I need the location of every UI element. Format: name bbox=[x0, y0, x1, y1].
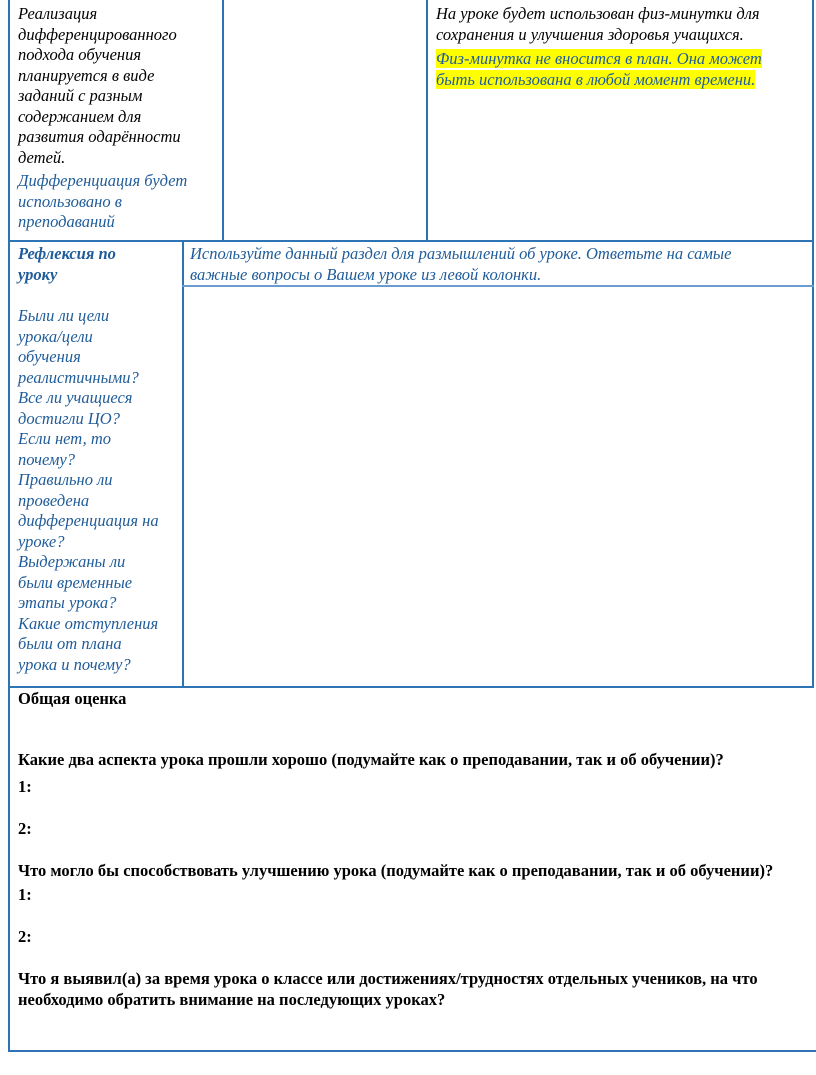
health-cell bbox=[436, 4, 810, 90]
divider-row1-bottom bbox=[8, 240, 814, 242]
assessment-q1-answer-2: 2: bbox=[18, 819, 32, 838]
assessment-q2-answer-2: 2: bbox=[18, 927, 32, 946]
highlighted-text: Физ-минутка не вносится в план. Она может быть использована в любой момент времени. bbox=[436, 49, 762, 89]
reflection-answer-area[interactable] bbox=[184, 287, 812, 686]
assessment-question-2: Что могло бы способствовать улучшению урока (подумайте как о преподавании, так и об обучении)? bbox=[18, 861, 774, 880]
assessment-question-3: Что я выявил(а) за время урока о классе или достижениях/трудностях отдельных учеников, на что необходимо обратить внимание на последующих уроках? bbox=[18, 969, 758, 1009]
differentiation-note: Дифференциация будет использовано в преподаваний bbox=[18, 171, 188, 231]
health-highlight-note bbox=[436, 49, 810, 90]
divider-row3-bottom bbox=[8, 1050, 816, 1052]
divider-top-col1 bbox=[222, 0, 224, 241]
reflection-instruction: Используйте данный раздел для размышлений об уроке. Ответьте на самые важные вопросы о Вашем уроке из левой колонки. bbox=[190, 244, 732, 284]
overall-assessment bbox=[18, 688, 808, 1010]
reflection-questions: Были ли цели урока/цели обучения реалистичными? Все ли учащиеся достигли ЦО? Если нет, то почему? Правильно ли проведена дифференциация на уроке? Выдержаны ли были временные этапы урока? Какие отступления были от плана урока и почему? bbox=[18, 306, 159, 674]
reflection-instruction-cell bbox=[190, 244, 810, 285]
border-left bbox=[8, 0, 10, 1052]
reflection-title: Рефлексия по уроку bbox=[18, 244, 116, 284]
differentiation-text: Реализация дифференцированного подхода обучения планируется в виде заданий с разным содержанием для развития одарённости детей. bbox=[18, 4, 181, 167]
reflection-cell bbox=[18, 244, 180, 675]
assessment-q2-answer-1: 1: bbox=[18, 885, 32, 904]
differentiation-cell bbox=[18, 4, 218, 233]
assessment-title: Общая оценка bbox=[18, 689, 127, 708]
health-text: На уроке будет использован физ-минутки для сохранения и улучшения здоровья учащихся. bbox=[436, 4, 760, 44]
assessment-q1-answer-1: 1: bbox=[18, 777, 32, 796]
border-right bbox=[812, 0, 814, 688]
assessment-question-1: Какие два аспекта урока прошли хорошо (подумайте как о преподавании, так и об обучении)? bbox=[18, 750, 724, 769]
divider-top-col2 bbox=[426, 0, 428, 241]
